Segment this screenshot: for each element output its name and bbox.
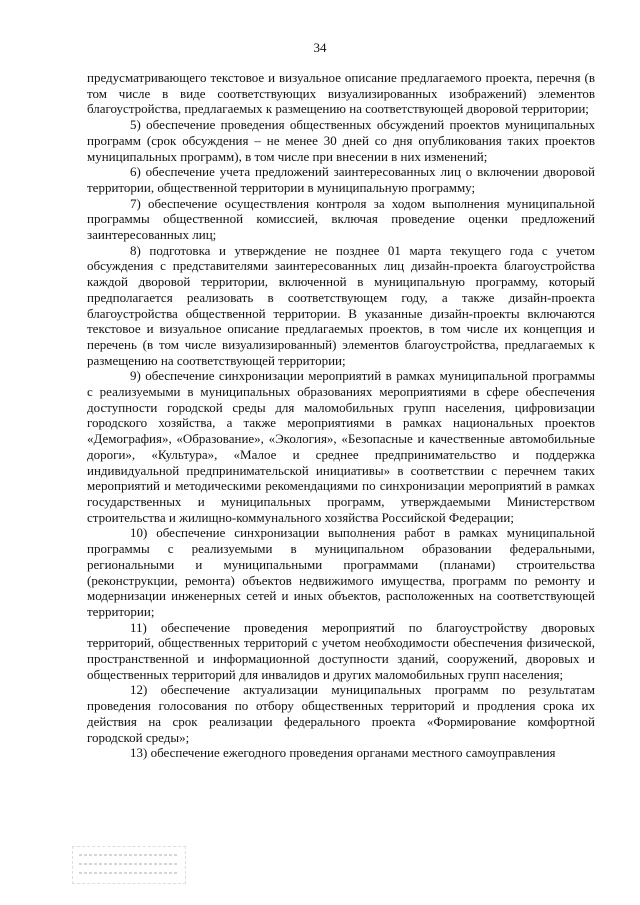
paragraph-item-5: 5) обеспечение проведения общественных обсуждений проектов муниципальных программ (срок обсуждения – не менее 30 дней со дня опубликования таких проектов муниципальных программ), в том числе при внесении в них изменений;: [87, 117, 595, 164]
document-body: [87, 70, 595, 761]
paragraph-item-8: 8) подготовка и утверждение не позднее 01 марта текущего года с учетом обсуждения с представителями заинтересованных лиц дизайн-проекта благоустройства каждой дворовой территории, включенной в муниципальную программу, который предполагается реализовать в соответствующем году, а также дизайн-проекта благоустройства общественной территории. В указанные дизайн-проекты включаются текстовое и визуальное описание предлагаемых проектов, в том числе их концепция и перечень (в том числе визуализированный) элементов благоустройства, предлагаемых к размещению на соответствующей территории;: [87, 242, 595, 368]
faded-stamp-mark: [72, 846, 186, 884]
paragraph-item-10: 10) обеспечение синхронизации выполнения работ в рамках муниципальной программы с реализуемыми в муниципальном образовании федеральными, региональными и муниципальными программами (планами) строительства (реконструкции, ремонта) объектов недвижимого имущества, программ по ремонту и модернизации инженерных сетей и иных объектов, расположенных на соответствующей территории;: [87, 525, 595, 619]
stamp-line: [79, 863, 179, 865]
paragraph-item-13: 13) обеспечение ежегодного проведения органами местного самоуправления: [130, 745, 556, 761]
paragraph-item-11: 11) обеспечение проведения мероприятий по благоустройству дворовых территорий, общественных территорий с учетом необходимости обеспечения физической, пространственной и информационной доступности зданий, сооружений, дворовых и общественных территорий для инвалидов и других маломобильных групп населения;: [87, 619, 595, 682]
paragraph-continuation: предусматривающего текстовое и визуальное описание предлагаемого проекта, перечня (в том числе в виде соответствующих визуализированных изображений) элементов благоустройства, предлагаемых к размещению на соответствующей дворовой территории;: [87, 70, 595, 117]
page-number: 34: [313, 40, 327, 55]
stamp-line: [79, 872, 179, 874]
paragraph-item-7: 7) обеспечение осуществления контроля за ходом выполнения муниципальной программы общественной комиссией, включая проведение оценки предложений заинтересованных лиц;: [87, 195, 595, 243]
paragraph-item-12: 12) обеспечение актуализации муниципальных программ по результатам проведения голосования по отбору общественных территорий и продления срока их действия на срок реализации федерального проекта «Формирование комфортной городской среды»;: [87, 682, 595, 745]
stamp-line: [79, 854, 179, 856]
paragraph-item-6: 6) обеспечение учета предложений заинтересованных лиц о включении дворовой территории, общественной территории в муниципальную программу;: [87, 164, 595, 195]
paragraph-item-9: 9) обеспечение синхронизации мероприятий в рамках муниципальной программы с реализуемыми в муниципальных образованиях мероприятиями в сфере обеспечения доступности городской среды для маломобильных групп населения, цифровизации городского хозяйства, а также мероприятиями в рамках национальных проектов «Демография», «Образование», «Экология», «Безопасные и качественные автомобильные дороги», «Культура», «Малое и среднее предпринимательство и поддержка индивидуальной предпринимательской инициативы» в соответствии с перечнем таких мероприятий и методическими рекомендациями по синхронизации мероприятий в рамках государственных и муниципальных программ, утверждаемыми Министерством строительства и жилищно-коммунального хозяйства Российской Федерации;: [87, 368, 595, 525]
